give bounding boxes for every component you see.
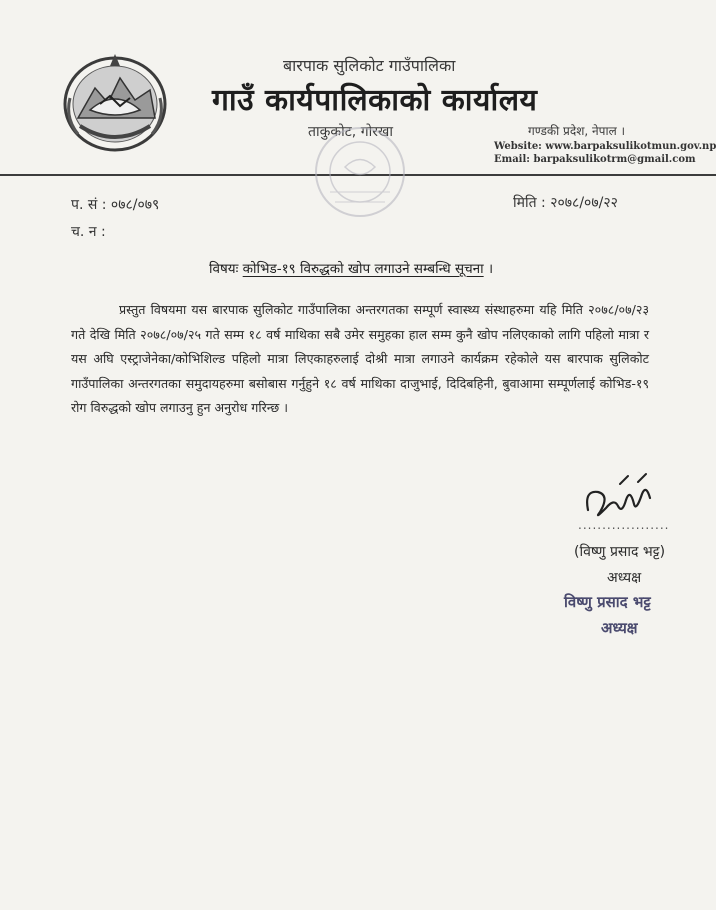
- signature-icon: [580, 470, 660, 525]
- office-stamp-icon: [305, 122, 415, 222]
- title-stamp: अध्यक्ष: [601, 619, 638, 637]
- subject-suffix: ।: [487, 261, 494, 277]
- notice-body: प्रस्तुत विषयमा यस बारपाक सुलिकोट गाउँपालिका अन्तरगतका सम्पूर्ण स्वास्थ्य संस्थाहरुमा यहि मिति २०७८/०७/२३ गते देखि मिति २०७८/०७/२५ गते सम्म १८ वर्ष माथिका सबै उमेर समुहका हाल सम्म कुनै खोप नलिएकाको लागि पहिलो मात्रा र यस अघि एस्ट्राजेनेका/कोभिशिल्ड पहिलो मात्रा लिएकाहरुलाई दोश्री मात्रा लगाउने कार्यक्रम रहेकोले यस बारपाक सुलिकोट गाउँपालिका अन्तरगतका समुदायहरुमा बसोबास गर्नुहुने १८ वर्ष माथिका दाजुभाई, दिदिबहिनी, बुवाआमा सम्पूर्णलाई कोभिड-१९ रोग विरुद्धको खोप लगाउनु हुन अनुरोध गरिन्छ ।: [71, 302, 650, 415]
- subject-text: कोभिड-१९ विरुद्धको खोप लगाउने सम्बन्धि सूचना: [242, 261, 484, 277]
- nepal-emblem-icon: [60, 48, 170, 156]
- name-stamp: विष्णु प्रसाद भट्ट: [564, 593, 651, 611]
- dispatch-number: च. न :: [71, 224, 106, 240]
- signatory-name: (विष्णु प्रसाद भट्ट): [574, 544, 666, 560]
- municipality-name: बारपाक सुलिकोट गाउँपालिका: [283, 56, 456, 75]
- email-text: Email: barpaksulikotrm@gmail.com: [494, 154, 696, 165]
- signatory-title: अध्यक्ष: [607, 570, 642, 586]
- subject-line: [209, 259, 493, 277]
- letter-date: मिति : २०७८/०७/२२: [513, 195, 618, 211]
- office-location: ताकुकोट, गोरखा: [308, 124, 394, 140]
- province-label: गण्डकी प्रदेश, नेपाल ।: [528, 124, 626, 138]
- website-text: Website: www.barpaksulikotmun.gov.np: [494, 141, 716, 152]
- office-title: गाउँ कार्यपालिकाको कार्यालय: [212, 83, 538, 118]
- signature-line: ...................: [578, 518, 670, 532]
- letter-number: प. सं : ०७८/०७९: [71, 197, 160, 213]
- subject-prefix: विषयः: [209, 261, 239, 277]
